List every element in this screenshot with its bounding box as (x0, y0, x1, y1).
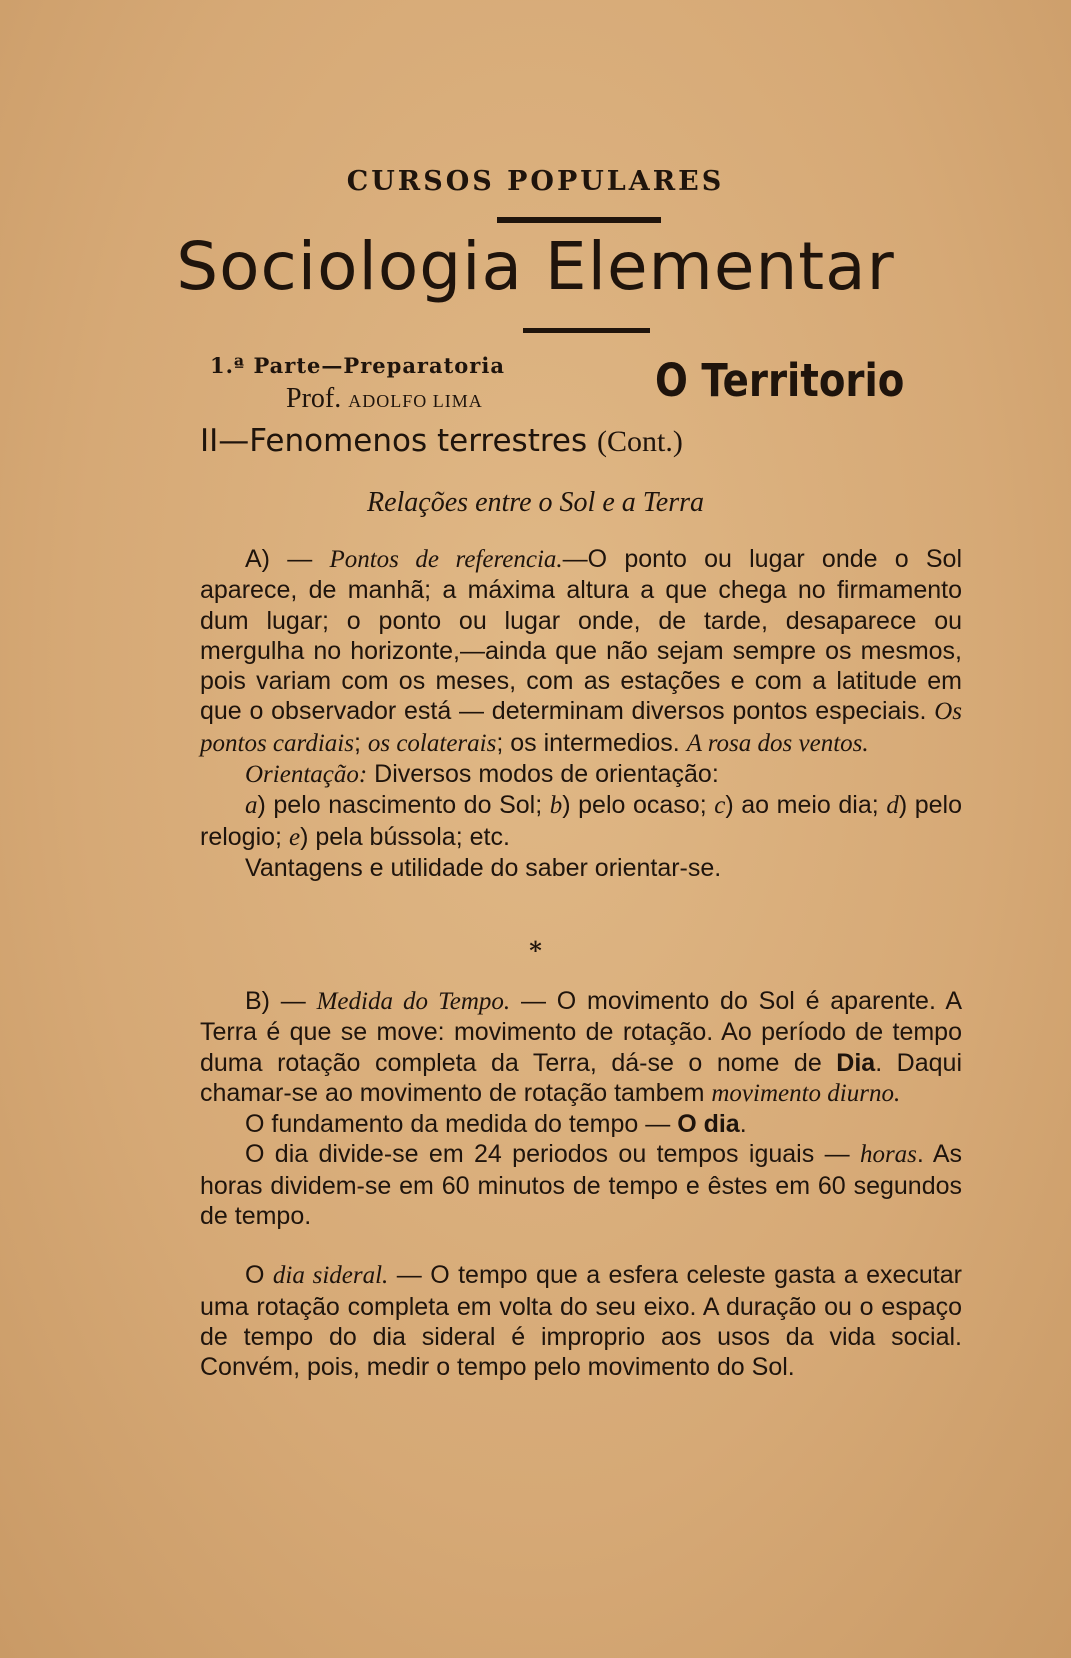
top-rule (497, 217, 661, 223)
item-d-text: ) pelo relogio; (200, 791, 962, 851)
orientation-list (200, 790, 962, 853)
section-a-paragraph (200, 544, 962, 759)
item-c: c (714, 792, 726, 820)
orientation-text: Diversos modos de orientação: (367, 760, 719, 789)
term-dia: Dia (836, 1048, 876, 1077)
term-o-dia: O dia (677, 1110, 740, 1139)
item-a-text: ) pelo nascimento do Sol; (257, 791, 550, 820)
fundamento-end: . (739, 1110, 747, 1139)
section-separator: * (529, 936, 542, 965)
item-a: a (245, 792, 258, 820)
section-a-heading: Pontos de referencia. (329, 546, 563, 573)
chapter-heading (200, 423, 683, 459)
fundamento-line (200, 1109, 962, 1139)
divide-text: O dia divide-se em 24 periodos ou tempos iguais — (245, 1140, 860, 1169)
section-b-label: B) — (245, 987, 317, 1015)
author-name: ADOLFO LIMA (348, 391, 483, 411)
page-title: Sociologia Elementar (176, 228, 895, 305)
section-b-text-2: . Daqui chamar-se ao movimento de rotação tambem (200, 1048, 962, 1107)
divide-paragraph (200, 1139, 962, 1231)
section-a-text: —O ponto ou lugar onde o Sol aparece, de manhã; a máxima altura a que chega no firmamento dum lugar; o ponto ou lugar onde, de tarde, desaparece ou mergulha no horizonte,—ainda que não sejam sempre os mesmos, pois variam com os meses, com as estações e com a latitude em que o observador está — determinam diversos pontos especiais. (200, 545, 963, 726)
item-c-text: ) ao meio dia; (725, 791, 887, 820)
term-cardiais: Os pontos cardiais (200, 698, 962, 757)
term-horas: horas (859, 1141, 917, 1169)
term-rosa: A rosa dos ventos. (686, 729, 869, 757)
section-a-label: A) — (245, 545, 330, 573)
series-heading: CURSOS POPULARES (346, 166, 725, 197)
orientation-paragraph (200, 759, 962, 790)
term-sideral: dia sideral. (272, 1262, 389, 1290)
term-diurno: movimento diurno. (711, 1079, 901, 1107)
author-line (286, 383, 483, 415)
item-e-text: ) pela bússola; etc. (300, 822, 510, 851)
divide-text-2: . As horas dividem-se em 60 minutos de tempo e êstes em 60 segundos de tempo. (200, 1140, 963, 1231)
section-b (200, 986, 962, 1383)
prof-prefix: Prof. (286, 383, 342, 414)
sideral-prefix: O (245, 1261, 273, 1290)
section-b-heading: Medida do Tempo. (316, 988, 511, 1015)
section-a-text-2: ; os intermedios. (496, 728, 687, 757)
sideral-text: — O tempo que a esfera celeste gasta a executar uma rotação completa em volta do seu eixo. A duração ou o espaço de tempo do dia sideral é improprio aos usos da vida social. Convém, pois, medir o tempo pelo movimento do Sol. (200, 1261, 962, 1382)
topic-heading: O Territorio (655, 354, 905, 407)
orientation-label: Orientação: (245, 761, 368, 789)
section-a (200, 544, 962, 883)
item-b: b (549, 792, 563, 820)
sideral-paragraph (200, 1260, 962, 1382)
middle-rule (523, 328, 650, 333)
chapter-title: II—Fenomenos terrestres (200, 423, 588, 459)
item-b-text: ) pelo ocaso; (562, 791, 715, 820)
item-d: d (886, 792, 899, 820)
section-b-paragraph (200, 986, 962, 1109)
fundamento-text: O fundamento da medida do tempo — (245, 1110, 678, 1139)
item-e: e (288, 823, 301, 851)
section-subtitle: Relações entre o Sol e a Terra (367, 487, 704, 518)
term-colaterais: os colaterais (367, 729, 497, 757)
vantagens-line: Vantagens e utilidade do saber orientar-se. (245, 853, 722, 882)
part-label: 1.ª Parte—Preparatoria (210, 353, 505, 378)
separator-text: ; (353, 728, 368, 757)
section-b-text: — O movimento do Sol é aparente. A Terra é que se move: movimento de rotação. Ao período de tempo duma rotação completa da Terra, dá-se o nome de (200, 987, 962, 1077)
chapter-cont: (Cont.) (597, 425, 683, 458)
